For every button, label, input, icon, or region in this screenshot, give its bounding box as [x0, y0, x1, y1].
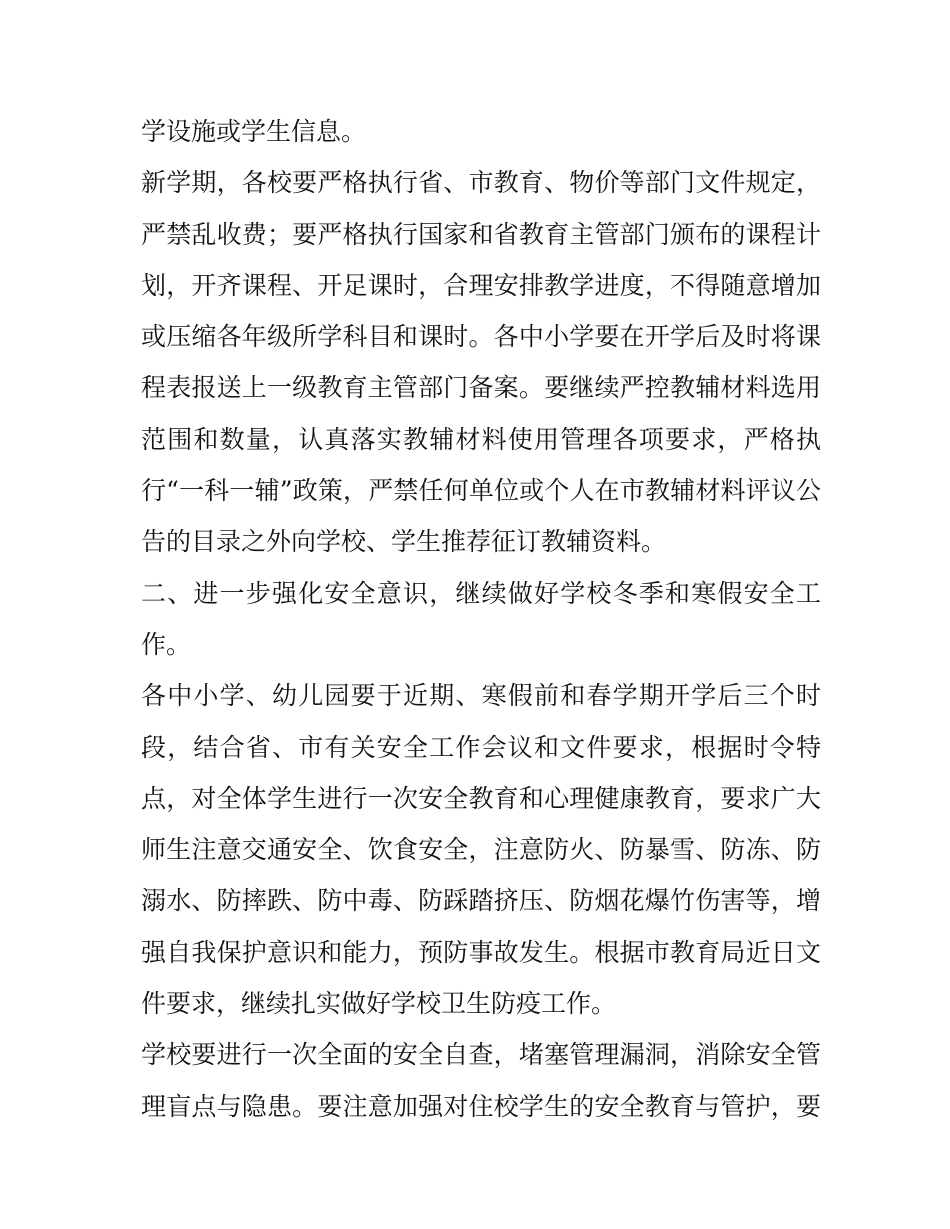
- text-line: 强自我保护意识和能力，预防事故发生。根据市教育局近日文: [141, 937, 821, 967]
- text-line: 学设施或学生信息。: [141, 117, 367, 146]
- text-line: 行“一科一辅”政策，严禁任何单位或个人在市教辅材料评议公: [141, 476, 821, 506]
- text-line: 学校要进行一次全面的安全自查，堵塞管理漏洞，消除安全管: [141, 1040, 821, 1070]
- text-line: 划，开齐课程、开足课时，合理安排教学进度，不得随意增加: [141, 270, 821, 300]
- text-line: 点，对全体学生进行一次安全教育和心理健康教育，要求广大: [141, 783, 821, 813]
- text-line: 或压缩各年级所学科目和课时。各中小学要在开学后及时将课: [141, 322, 821, 352]
- text-line: 严禁乱收费；要严格执行国家和省教育主管部门颁布的课程计: [141, 219, 821, 249]
- text-line: 溺水、防摔跌、防中毒、防踩踏挤压、防烟花爆竹伤害等，增: [141, 886, 821, 916]
- text-line: 段，结合省、市有关安全工作会议和文件要求，根据时令特: [141, 732, 821, 762]
- text-line: 告的目录之外向学校、学生推荐征订教辅资料。: [141, 527, 667, 557]
- text-line: 新学期，各校要严格执行省、市教育、物价等部门文件规定，: [141, 168, 821, 198]
- text-line: 二、进一步强化安全意识，继续做好学校冬季和寒假安全工: [141, 578, 821, 608]
- text-line: 程表报送上一级教育主管部门备案。要继续严控教辅材料选用: [141, 373, 821, 403]
- text-line: 件要求，继续扎实做好学校卫生防疫工作。: [141, 989, 617, 1019]
- text-line: 理盲点与隐患。要注意加强对住校学生的安全教育与管护，要: [141, 1091, 821, 1121]
- body-text: [141, 106, 821, 1132]
- text-line: 各中小学、幼儿园要于近期、寒假前和春学期开学后三个时: [141, 681, 821, 711]
- text-line: 师生注意交通安全、饮食安全，注意防火、防暴雪、防冻、防: [141, 835, 821, 865]
- text-line: 范围和数量，认真落实教辅材料使用管理各项要求，严格执: [141, 424, 821, 454]
- text-line: 作。: [141, 629, 192, 659]
